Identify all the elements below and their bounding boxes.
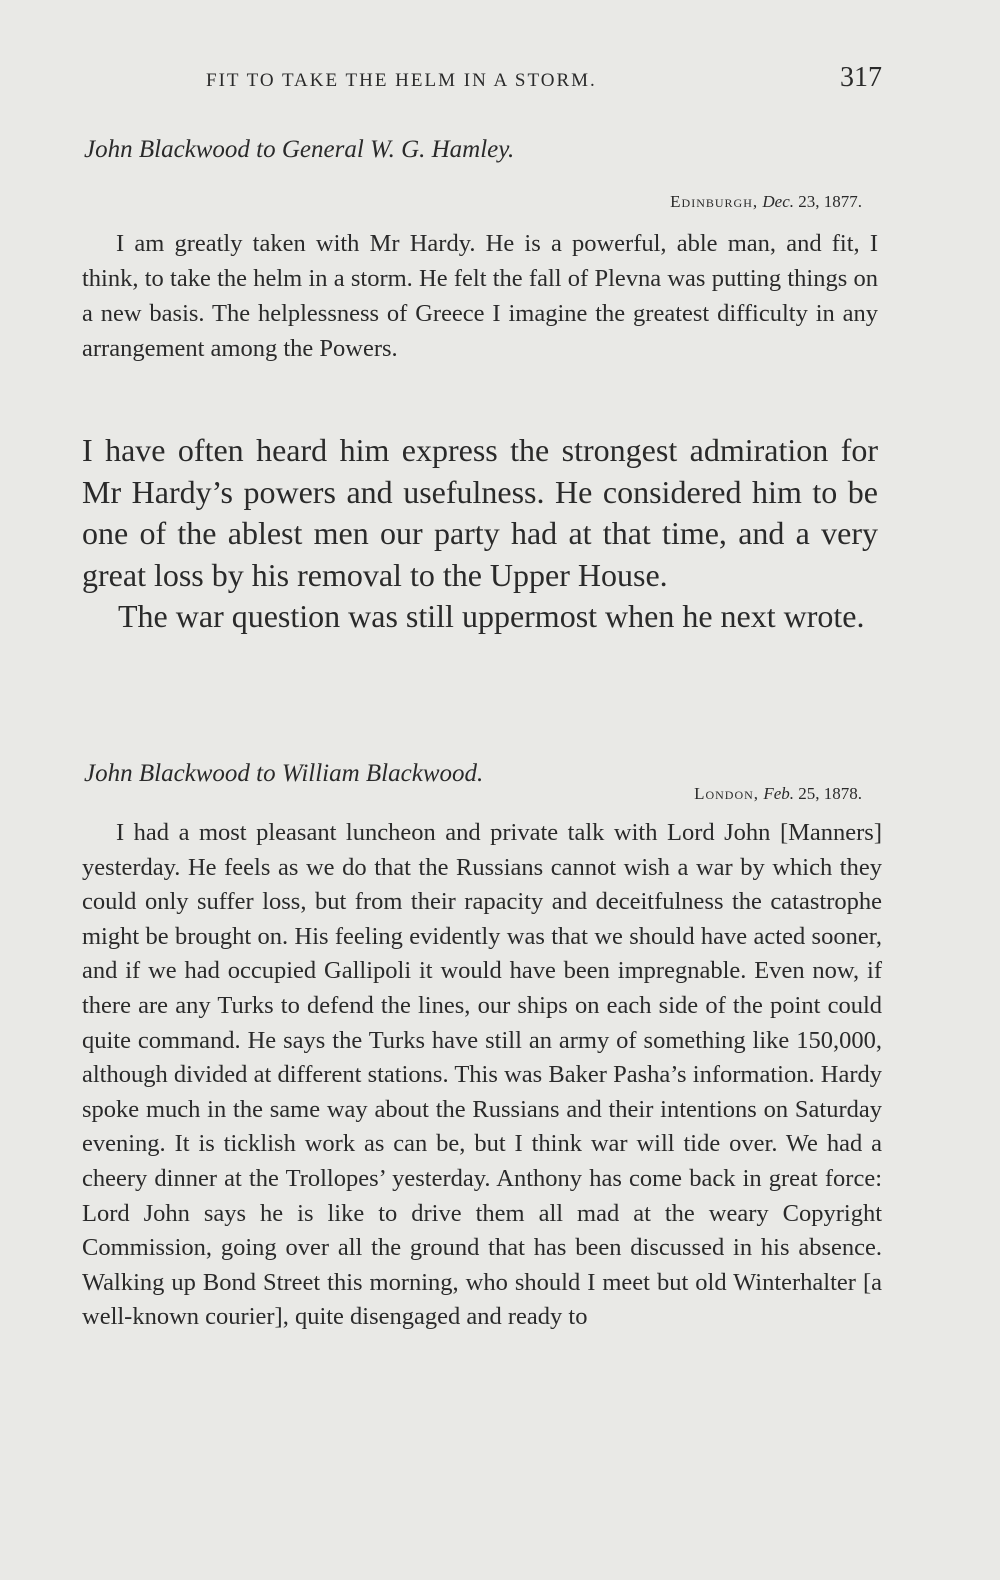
letter-dateline bbox=[694, 784, 862, 804]
letter-heading: John Blackwood to William Blackwood. bbox=[84, 760, 484, 787]
dateline-place: London, bbox=[694, 784, 760, 803]
narrative-text bbox=[82, 430, 878, 638]
dateline-date: 23, 1877. bbox=[798, 192, 862, 211]
running-title: FIT TO TAKE THE HELM IN A STORM. bbox=[206, 70, 597, 91]
dateline-place: Edinburgh, bbox=[670, 192, 759, 211]
letter-body: I had a most pleasant luncheon and private talk with Lord John [Manners] yesterday. He feels as we do that the Russians cannot wish a war by which they could only suffer loss, but from their rapacity and deceitfulness the catastrophe might be brought on. His feeling evidently was that we should have acted sooner, and if we had occupied Gallipoli it would have been impregnable. Even now, if there are any Turks to defend the lines, our ships on each side of the point could quite command. He says the Turks have still an army of something like 150,000, although divided at different stations. This was Baker Pasha’s information. Hardy spoke much in the same way about the Russians and their intentions on Saturday evening. It is ticklish work as can be, but I think war will tide over. We had a cheery dinner at the Trollopes’ yesterday. Anthony has come back in great force: Lord John says he is like to drive them all mad at the weary Copyright Commission, going over all the ground that has been discussed in his absence. Walking up Bond Street this morning, who should I meet but old Winterhalter [a well-known courier], quite disengaged and ready to bbox=[82, 819, 882, 1331]
narrative-paragraph: The war question was still uppermost when he next wrote. bbox=[118, 598, 865, 634]
page-number: 317 bbox=[840, 62, 882, 93]
dateline-month: Feb. bbox=[763, 784, 794, 803]
letter-body: I am greatly taken with Mr Hardy. He is a powerful, able man, and fit, I think, to take the helm in a storm. He felt the fall of Plevna was putting things on a new basis. The helplessness of Greece I imagine the greatest difficulty in any arrangement among the Powers. bbox=[82, 230, 878, 362]
letter-dateline bbox=[670, 192, 862, 212]
dateline-date: 25, 1878. bbox=[798, 784, 862, 803]
letter-heading: John Blackwood to General W. G. Hamley. bbox=[84, 136, 515, 163]
dateline-month: Dec. bbox=[762, 192, 794, 211]
page-header bbox=[82, 62, 882, 102]
narrative-paragraph: I have often heard him express the strongest admiration for Mr Hardy’s powers and usefulness. He considered him to be one of the ablest men our party had at that time, and a very great loss by his removal to the Upper House. bbox=[82, 432, 878, 593]
